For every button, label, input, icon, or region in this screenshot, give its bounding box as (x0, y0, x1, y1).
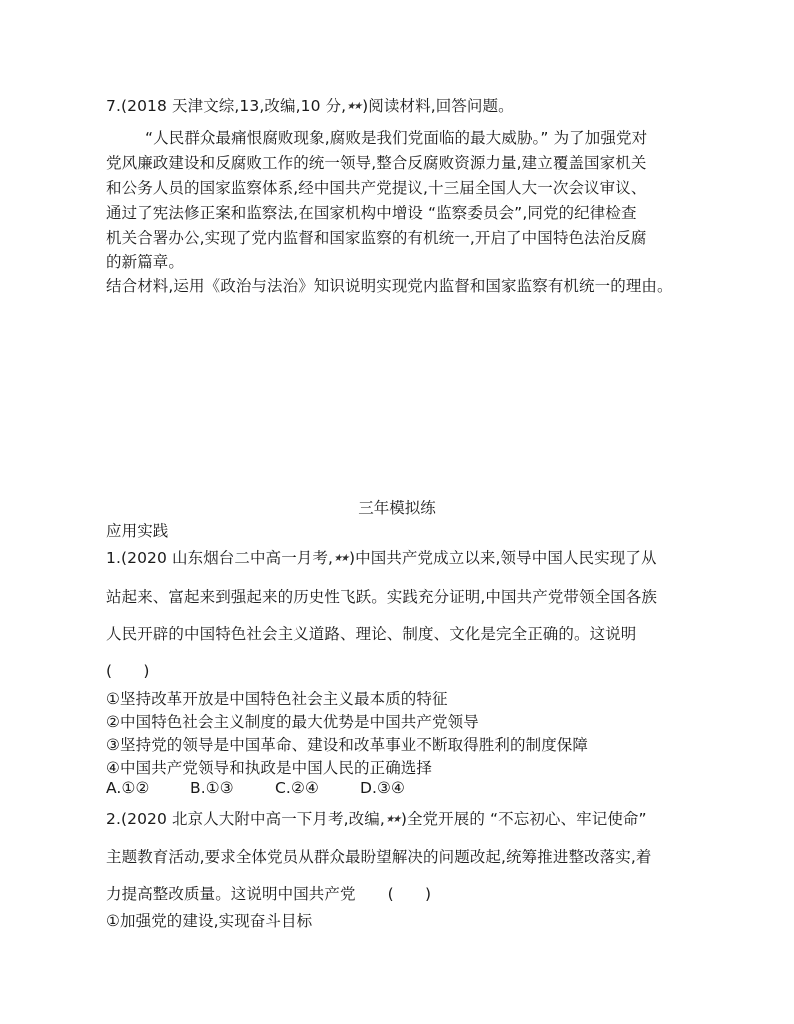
q1-option: ①坚持改革开放是中国特色社会主义最本质的特征 (106, 690, 448, 708)
difficulty-star-icon: ★★ (345, 101, 363, 112)
q1-choice: A.①② (106, 779, 150, 797)
q1-line3: 人民开辟的中国特色社会主义道路、理论、制度、文化是完全正确的。这说明 (106, 625, 637, 643)
subsection-title: 应用实践 (106, 522, 169, 540)
q7-material-line: “人民群众最痛恨腐败现象,腐败是我们党面临的最大威胁。” 为了加强党对 (145, 129, 648, 147)
q2-stem-text: )全党开展的 “不忘初心、牢记使命” (400, 810, 647, 828)
q1-header-source: 1.(2020 山东烟台二中高一月考, (106, 549, 334, 567)
q2-answer-blank: ( ) (387, 885, 432, 903)
q7-material-line: 党风廉政建设和反腐败工作的统一领导,整合反腐败资源力量,建立覆盖国家机关 (106, 154, 647, 172)
difficulty-star-icon: ★★ (332, 553, 350, 564)
q2-option: ①加强党的建设,实现奋斗目标 (106, 912, 313, 930)
q7-header-source: 7.(2018 天津文综,13,改编,10 分, (106, 97, 347, 115)
difficulty-star-icon: ★★ (384, 814, 402, 825)
q7-header (106, 94, 514, 116)
q1-stem-text: )中国共产党成立以来,领导中国人民实现了从 (348, 549, 657, 567)
q7-header-instruction: )阅读材料,回答问题。 (362, 97, 514, 115)
q2-line1 (106, 807, 647, 829)
q1-choice: C.②④ (275, 779, 319, 797)
q2-line3 (106, 882, 431, 904)
q7-material-line: 机关合署办公,实现了党内监督和国家监察的有机统一,开启了中国特色法治反腐 (106, 229, 647, 247)
q2-header-source: 2.(2020 北京人大附中高一下月考,改编, (106, 810, 385, 828)
q1-line2: 站起来、富起来到强起来的历史性飞跃。实践充分证明,中国共产党带领全国各族 (106, 588, 658, 606)
q7-material-line: 通过了宪法修正案和监察法,在国家机构中增设 “监察委员会”,同党的纪律检查 (106, 204, 637, 222)
q1-choice: B.①③ (190, 779, 234, 797)
q7-material-line: 的新篇章。 (106, 253, 185, 271)
q1-line1 (106, 546, 657, 568)
q1-answer-blank: ( ) (106, 662, 150, 680)
q2-stem-text: 力提高整改质量。这说明中国共产党 (106, 885, 356, 903)
q1-option: ②中国特色社会主义制度的最大优势是中国共产党领导 (106, 713, 479, 731)
q1-option: ③坚持党的领导是中国革命、建设和改革事业不断取得胜利的制度保障 (106, 736, 588, 754)
q2-line2: 主题教育活动,要求全体党员从群众最盼望解决的问题改起,统筹推进整改落实,着 (106, 848, 652, 866)
q1-choice: D.③④ (360, 779, 406, 797)
q1-option: ④中国共产党领导和执政是中国人民的正确选择 (106, 759, 432, 777)
section-title: 三年模拟练 (358, 499, 436, 517)
q7-question: 结合材料,运用《政治与法治》知识说明实现党内监督和国家监察有机统一的理由。 (106, 277, 673, 295)
q7-material-line: 和公务人员的国家监察体系,经中国共产党提议,十三届全国人大一次会议审议、 (106, 179, 647, 197)
